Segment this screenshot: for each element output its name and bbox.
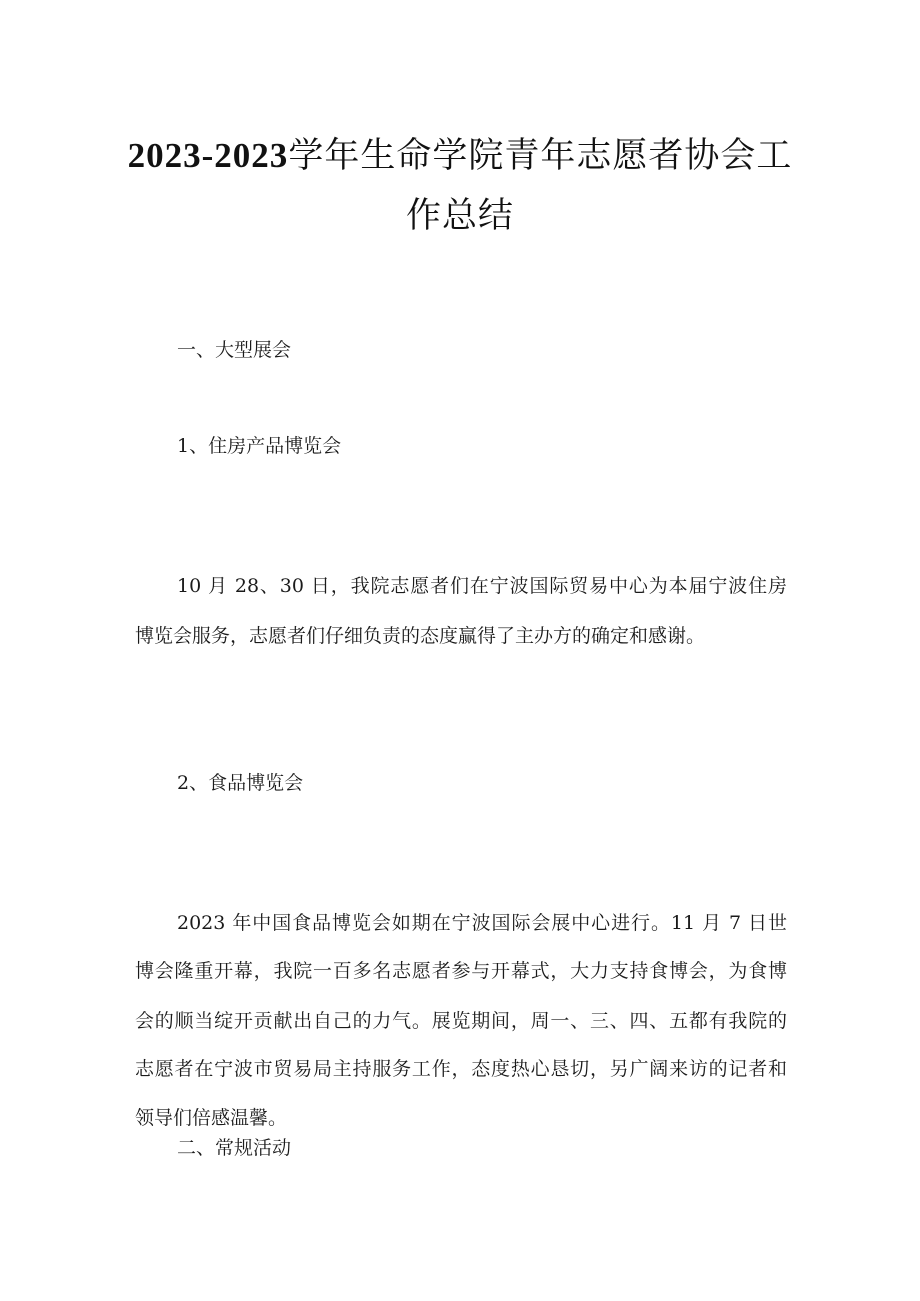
item1-para-line1: 10 月 28、30 日，我院志愿者们在宁波国际贸易中心为本届宁波住房 [177, 575, 787, 597]
item2-heading: 2、食品博览会 [177, 772, 304, 794]
title-text: 学年生命学院青年志愿者协会工 [288, 136, 793, 176]
item2-para-line2: 博会隆重开幕，我院一百多名志愿者参与开幕式，大力支持食博会，为食博 [135, 960, 787, 982]
document-title-line2: 作总结 [405, 196, 514, 236]
item1-heading: 1、住房产品博览会 [177, 435, 342, 457]
section2-heading: 二、常规活动 [177, 1137, 292, 1159]
item2-para-line3: 会的顺当绽开贡献出自己的力气。展览期间，周一、三、四、五都有我院的 [135, 1010, 787, 1032]
title-year: 2023-2023 [127, 136, 289, 175]
document-title-line1 [120, 126, 800, 186]
item2-para-line1: 2023 年中国食品博览会如期在宁波国际会展中心进行。11 月 7 日世 [177, 912, 787, 934]
item2-para-line5: 领导们倍感温馨。 [135, 1107, 288, 1129]
section1-heading: 一、大型展会 [177, 339, 292, 361]
item1-para-line2: 博览会服务，志愿者们仔细负责的态度赢得了主办方的确定和感谢。 [135, 625, 706, 647]
item2-para-line4: 志愿者在宁波市贸易局主持服务工作，态度热心恳切，另广阔来访的记者和 [135, 1058, 787, 1080]
